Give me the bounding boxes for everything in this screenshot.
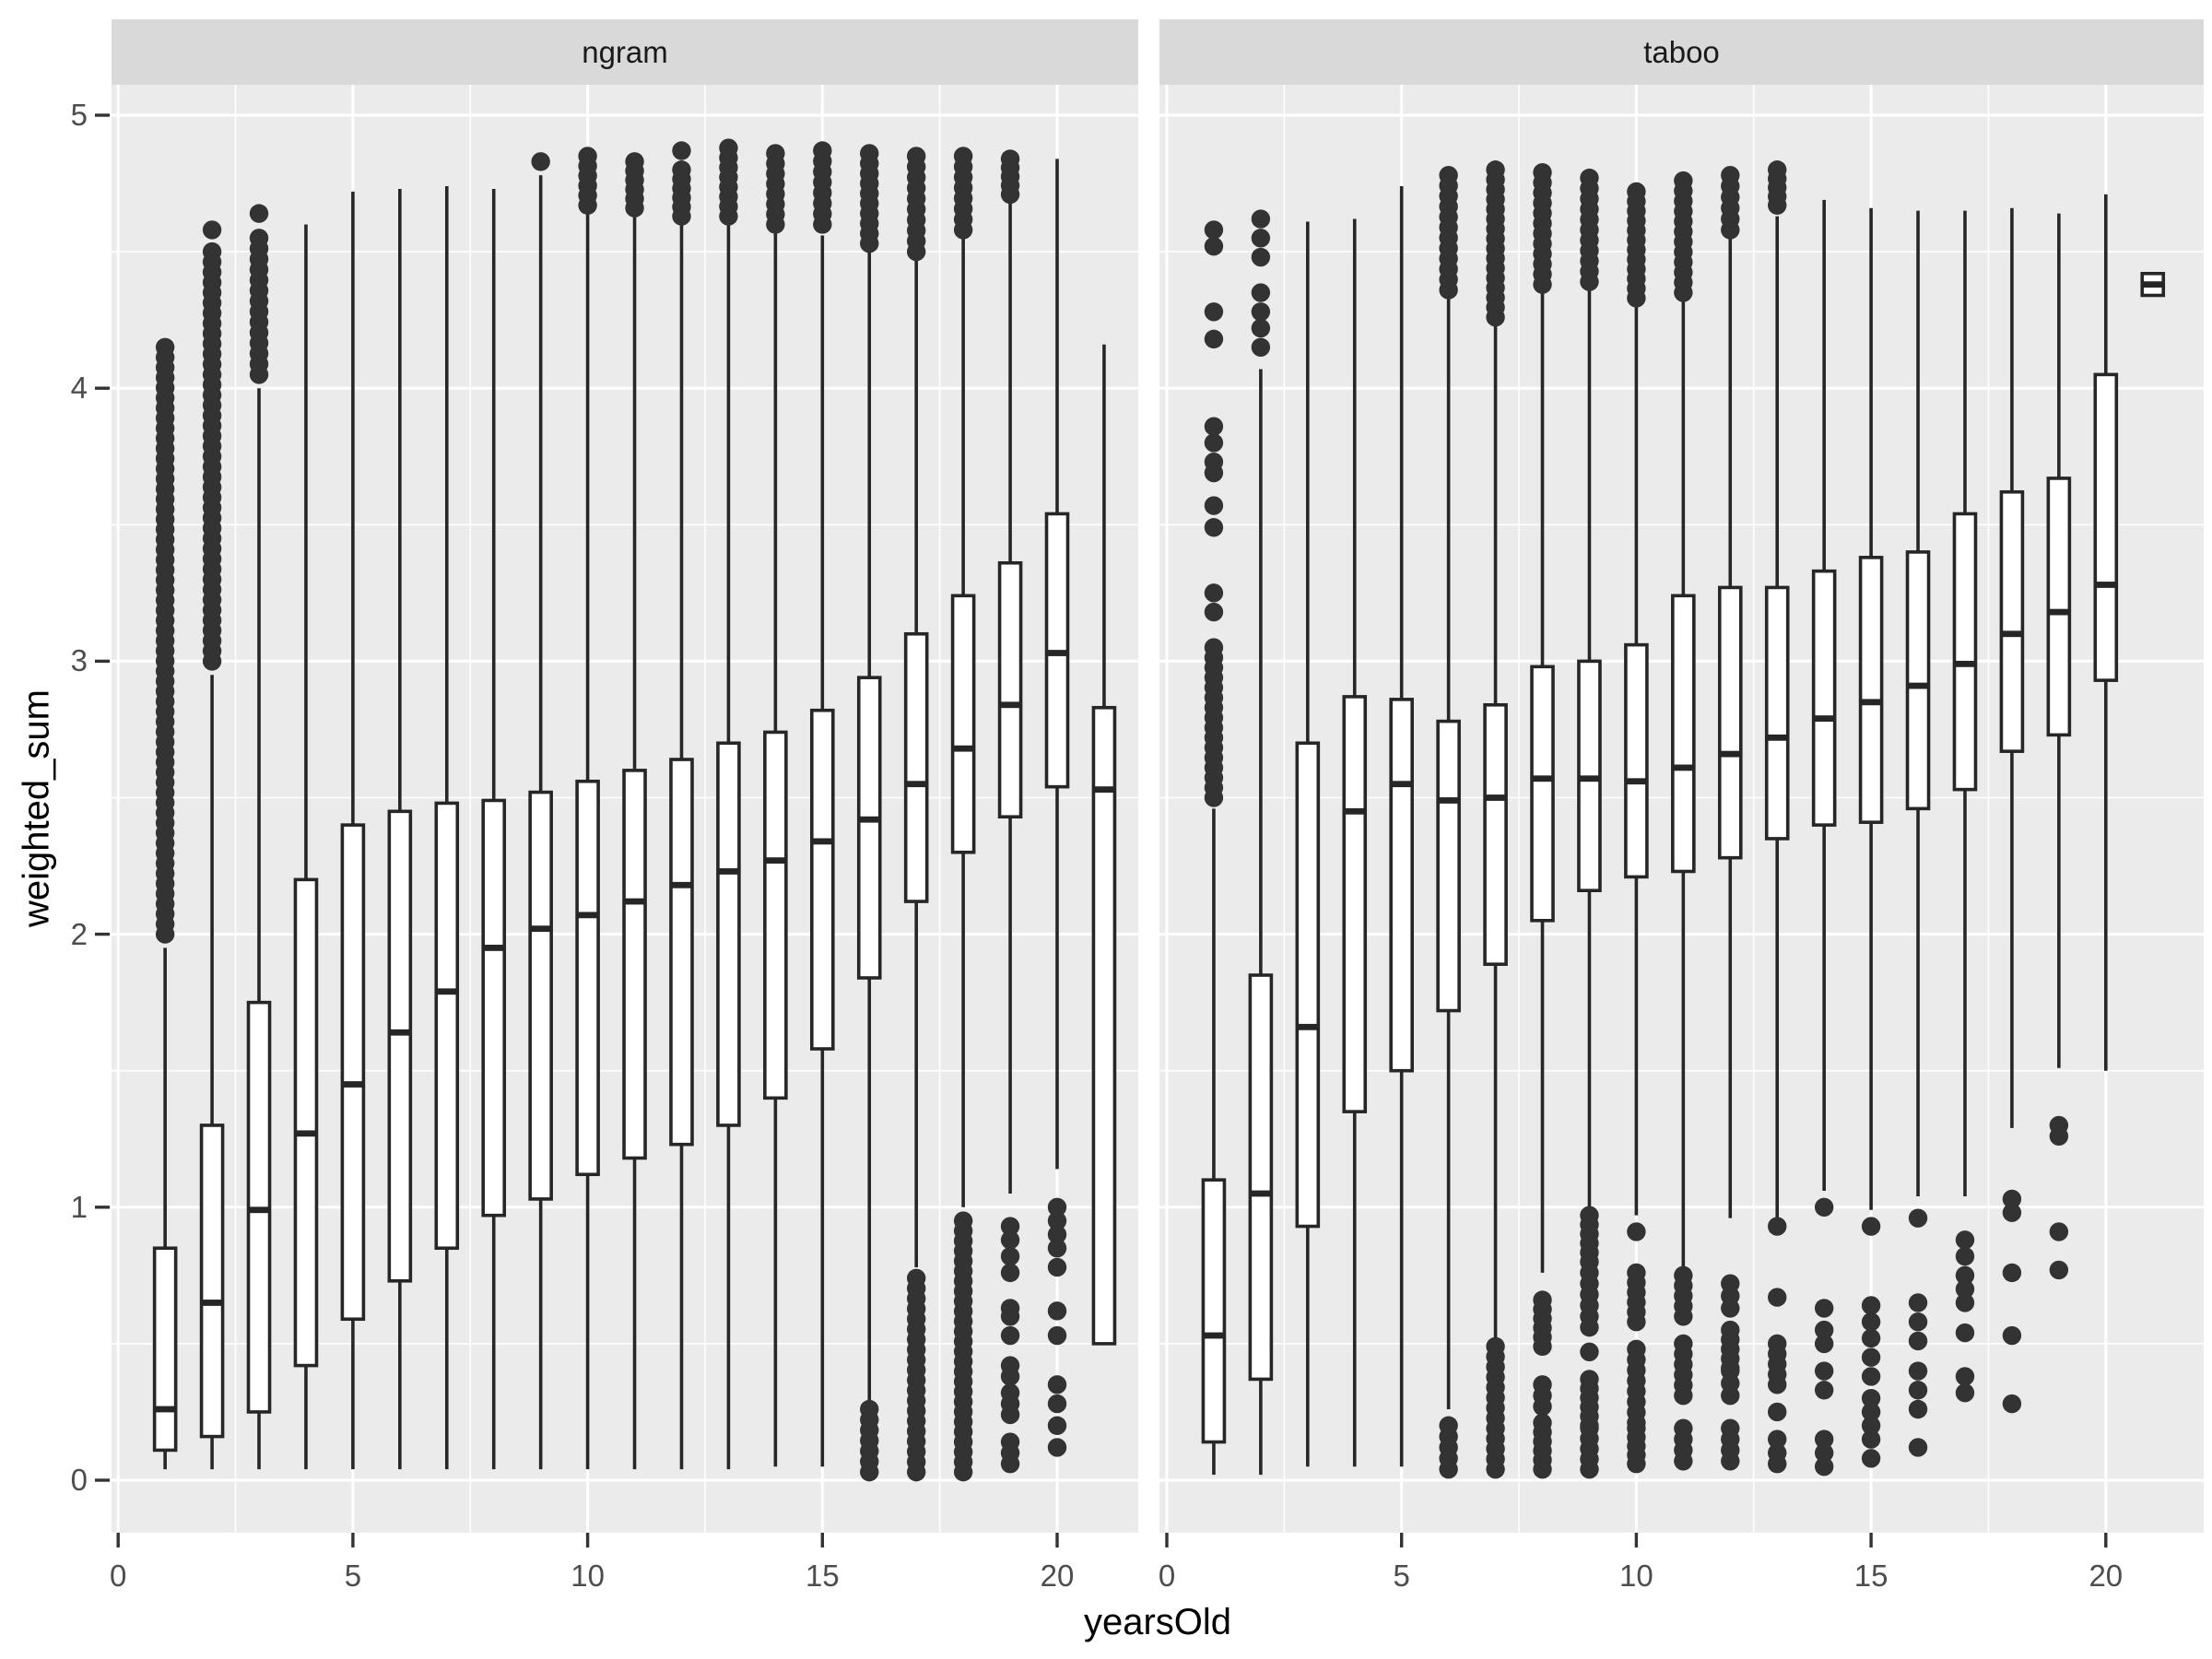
median-line <box>2095 582 2116 588</box>
boxplot <box>859 144 880 1481</box>
median-line <box>342 1081 363 1088</box>
outlier-dot <box>1533 1397 1551 1416</box>
median-line <box>1767 735 1788 741</box>
box-iqr <box>295 879 316 1365</box>
box-iqr <box>202 1125 223 1437</box>
boxplot <box>389 189 410 1469</box>
outlier-dot <box>1674 283 1692 301</box>
outlier-dot <box>1721 1452 1739 1470</box>
outlier-dot <box>2003 1326 2021 1345</box>
outlier-dot <box>203 220 221 239</box>
median-line <box>483 945 504 951</box>
outlier-dot <box>1580 1343 1598 1361</box>
median-line <box>1532 775 1553 782</box>
median-line <box>671 882 692 888</box>
outlier-dot <box>1956 1367 1974 1385</box>
median-line <box>1250 1191 1271 1197</box>
outlier-dot <box>1768 1288 1786 1306</box>
outlier-dot <box>672 141 690 159</box>
box-iqr <box>342 825 363 1319</box>
outlier-dot <box>1205 220 1223 239</box>
boxplot <box>1626 182 1647 1474</box>
median-line <box>812 838 833 844</box>
outlier-dot <box>2003 1394 2021 1413</box>
boxplot <box>2095 194 2116 1071</box>
facet-strip-label: taboo <box>1643 34 1720 69</box>
box-iqr <box>1391 700 1412 1071</box>
median-line <box>1954 661 1975 667</box>
outlier-dot <box>719 206 737 225</box>
outlier-dot <box>1001 1264 1019 1282</box>
outlier-dot <box>1048 1375 1066 1394</box>
median-line <box>249 1206 270 1213</box>
outlier-dot <box>672 206 690 225</box>
median-line <box>202 1300 223 1306</box>
outlier-dot <box>954 1463 972 1481</box>
y-tick-label: 1 <box>70 1189 88 1224</box>
outlier-dot <box>1439 1460 1457 1478</box>
median-line <box>1720 751 1741 758</box>
box-iqr <box>765 732 786 1098</box>
x-tick-label: 15 <box>805 1559 840 1593</box>
outlier-dot <box>1001 185 1019 204</box>
x-tick-label: 5 <box>344 1559 362 1593</box>
outlier-dot <box>1048 1438 1066 1456</box>
boxplot <box>1093 345 1114 1344</box>
plot-panel-ngram <box>112 85 1138 1533</box>
outlier-dot <box>766 215 784 233</box>
boxplot <box>812 141 833 1466</box>
x-tick-label: 0 <box>110 1559 127 1593</box>
box-iqr <box>483 800 504 1215</box>
box-iqr <box>1814 571 1835 825</box>
median-line <box>718 868 739 875</box>
outlier-dot <box>578 196 596 215</box>
outlier-dot <box>1627 1222 1645 1241</box>
outlier-dot <box>1627 1454 1645 1473</box>
outlier-dot <box>1580 1318 1598 1336</box>
outlier-dot <box>907 1463 925 1481</box>
boxplot <box>2142 274 2163 296</box>
boxplot <box>671 141 692 1469</box>
boxplot <box>483 189 504 1469</box>
box-iqr <box>1673 595 1694 871</box>
outlier-dot <box>1205 330 1223 348</box>
outlier-dot <box>1252 248 1270 266</box>
outlier-dot <box>1862 1348 1880 1367</box>
outlier-dot <box>1862 1449 1880 1467</box>
boxplot <box>1720 166 1741 1471</box>
median-line <box>1814 715 1835 722</box>
outlier-dot <box>1252 209 1270 228</box>
box-iqr <box>389 811 410 1280</box>
median-line <box>1485 794 1506 801</box>
x-tick-label: 15 <box>1853 1559 1888 1593</box>
outlier-dot <box>1956 1247 1974 1265</box>
box-iqr <box>1344 697 1365 1112</box>
median-line <box>436 988 457 994</box>
outlier-dot <box>1627 1312 1645 1331</box>
box-iqr <box>2001 492 2022 751</box>
outlier-dot <box>1048 1301 1066 1320</box>
outlier-dot <box>1909 1361 1927 1380</box>
outlier-dot <box>1048 1417 1066 1435</box>
x-tick-label: 10 <box>1619 1559 1653 1593</box>
median-line <box>1908 683 1929 689</box>
outlier-dot <box>1815 1361 1833 1380</box>
median-line <box>1673 765 1694 771</box>
boxplot <box>718 138 739 1469</box>
outlier-dot <box>1205 302 1223 321</box>
median-line <box>1203 1333 1224 1339</box>
box-iqr <box>624 771 645 1159</box>
outlier-dot <box>1001 1406 1019 1424</box>
x-tick-label: 0 <box>1158 1559 1176 1593</box>
outlier-dot <box>1674 1307 1692 1325</box>
outlier-dot <box>1252 319 1270 337</box>
outlier-dot <box>1001 1454 1019 1473</box>
box-iqr <box>1485 705 1506 964</box>
median-line <box>2048 609 2069 616</box>
outlier-dot <box>1909 1293 1927 1312</box>
box-iqr <box>1954 513 1975 789</box>
x-tick-label: 20 <box>1040 1559 1075 1593</box>
boxplot <box>342 192 363 1469</box>
box-iqr <box>953 595 974 852</box>
median-line <box>577 912 598 918</box>
boxplot <box>202 220 223 1469</box>
median-line <box>1047 650 1068 656</box>
outlier-dot <box>2003 1264 2021 1282</box>
box-iqr <box>1532 666 1553 920</box>
outlier-dot <box>1862 1430 1880 1448</box>
facet-strip-ngram <box>112 19 1138 85</box>
box-iqr <box>436 803 457 1248</box>
outlier-dot <box>1048 1394 1066 1413</box>
outlier-dot <box>203 652 221 670</box>
outlier-dot <box>1862 1296 1880 1314</box>
median-line <box>1093 786 1114 793</box>
median-line <box>765 857 786 864</box>
box-iqr <box>859 677 880 978</box>
outlier-dot <box>1909 1332 1927 1350</box>
outlier-dot <box>1205 518 1223 536</box>
outlier-dot <box>1768 1403 1786 1421</box>
boxplot <box>249 204 270 1469</box>
median-line <box>953 746 974 752</box>
outlier-dot <box>156 924 174 943</box>
outlier-dot <box>860 1463 878 1481</box>
median-line <box>1438 797 1459 804</box>
box-iqr <box>1438 722 1459 1011</box>
outlier-dot <box>250 365 268 383</box>
plot-panel-taboo <box>1159 85 2204 1533</box>
x-axis-title: yearsOld <box>1083 1602 1232 1642</box>
outlier-dot <box>1580 272 1598 290</box>
outlier-dot <box>1205 417 1223 435</box>
outlier-dot <box>1001 1247 1019 1265</box>
outlier-dot <box>1048 1258 1066 1277</box>
box-iqr <box>718 743 739 1125</box>
facet-strip-label: ngram <box>582 34 668 69</box>
box-iqr <box>1626 645 1647 877</box>
outlier-dot <box>1815 1457 1833 1476</box>
outlier-dot <box>1252 338 1270 357</box>
outlier-dot <box>1486 308 1504 326</box>
y-tick-label: 3 <box>70 643 88 678</box>
boxplot <box>2048 214 2069 1279</box>
box-iqr <box>671 759 692 1145</box>
box-iqr <box>1767 587 1788 839</box>
boxplot <box>1485 160 1506 1478</box>
outlier-dot <box>1909 1208 1927 1227</box>
outlier-dot <box>1768 1375 1786 1394</box>
box-iqr <box>1861 558 1882 822</box>
outlier-dot <box>625 199 643 218</box>
y-axis-title: weighted_sum <box>16 689 57 927</box>
outlier-dot <box>1862 1312 1880 1331</box>
boxplot <box>1673 171 1694 1471</box>
outlier-dot <box>1909 1400 1927 1418</box>
median-line <box>1297 1024 1318 1030</box>
outlier-dot <box>2003 1204 2021 1222</box>
outlier-dot <box>1862 1329 1880 1347</box>
outlier-dot <box>1909 1381 1927 1399</box>
outlier-dot <box>1674 1386 1692 1405</box>
outlier-dot <box>1205 496 1223 514</box>
box-iqr <box>2048 478 2069 735</box>
boxplot <box>295 224 316 1469</box>
median-line <box>1344 808 1365 815</box>
outlier-dot <box>1252 302 1270 321</box>
outlier-dot <box>1439 280 1457 299</box>
median-line <box>1391 781 1412 787</box>
boxplot <box>1297 222 1318 1467</box>
median-line <box>1579 775 1600 782</box>
x-tick-label: 20 <box>2088 1559 2124 1593</box>
boxplot <box>953 147 974 1481</box>
median-line <box>2001 630 2022 637</box>
facet-strip-taboo <box>1159 19 2204 85</box>
median-line <box>155 1406 176 1413</box>
outlier-dot <box>1001 1307 1019 1325</box>
x-tick-label: 5 <box>1393 1559 1410 1593</box>
outlier-dot <box>1205 788 1223 806</box>
outlier-dot <box>1721 1299 1739 1317</box>
boxplot <box>1908 211 1929 1457</box>
outlier-dot <box>1956 1324 1974 1342</box>
boxplot <box>1250 209 1271 1475</box>
boxplot <box>1532 163 1553 1478</box>
outlier-dot <box>1815 1299 1833 1317</box>
boxplot <box>530 152 551 1469</box>
outlier-dot <box>1533 275 1551 293</box>
median-line <box>530 925 551 932</box>
boxplot <box>1047 159 1068 1456</box>
boxplot <box>155 338 176 1470</box>
box-iqr <box>1908 552 1929 808</box>
box-iqr <box>530 793 551 1199</box>
boxplot <box>1579 169 1600 1478</box>
outlier-dot <box>954 220 972 239</box>
outlier-dot <box>1533 1460 1551 1478</box>
outlier-dot <box>1862 1367 1880 1385</box>
outlier-dot <box>1674 1452 1692 1470</box>
boxplot <box>1814 200 1835 1477</box>
outlier-dot <box>1205 603 1223 621</box>
box-iqr <box>812 711 833 1049</box>
boxplot <box>906 147 927 1481</box>
boxplot <box>1767 160 1788 1473</box>
outlier-dot <box>1815 1381 1833 1399</box>
outlier-dot <box>1001 1230 1019 1249</box>
boxplot <box>1203 220 1224 1475</box>
outlier-dot <box>1205 464 1223 482</box>
median-line <box>1000 701 1021 708</box>
median-line <box>389 1030 410 1036</box>
outlier-dot <box>1048 1239 1066 1257</box>
box-iqr <box>1000 563 1021 817</box>
x-tick-label: 10 <box>571 1559 605 1593</box>
median-line <box>1861 699 1882 705</box>
box-iqr <box>906 634 927 901</box>
outlier-dot <box>860 234 878 253</box>
y-tick-label: 0 <box>70 1463 88 1497</box>
outlier-dot <box>1627 288 1645 307</box>
outlier-dot <box>1721 220 1739 239</box>
outlier-dot <box>1768 196 1786 215</box>
y-tick-label: 2 <box>70 916 88 951</box>
box-iqr <box>577 782 598 1175</box>
outlier-dot <box>1956 1383 1974 1402</box>
outlier-dot <box>1252 229 1270 247</box>
outlier-dot <box>1815 1335 1833 1353</box>
outlier-dot <box>1768 1217 1786 1235</box>
median-line <box>1626 778 1647 784</box>
y-tick-label: 5 <box>70 98 88 132</box>
median-line <box>859 817 880 823</box>
median-line <box>295 1130 316 1136</box>
outlier-dot <box>2050 1222 2068 1241</box>
boxplot <box>765 144 786 1466</box>
box-iqr <box>1203 1180 1224 1441</box>
outlier-dot <box>1048 1326 1066 1345</box>
outlier-dot <box>1252 283 1270 301</box>
box-iqr <box>1250 975 1271 1379</box>
outlier-dot <box>1909 1438 1927 1456</box>
outlier-dot <box>2050 1261 2068 1279</box>
boxplot <box>436 186 457 1469</box>
facet-panel-canvas <box>1159 85 2204 1533</box>
outlier-dot <box>1001 1326 1019 1345</box>
outlier-dot <box>1862 1217 1880 1235</box>
boxplot <box>1000 149 1021 1473</box>
outlier-dot <box>1721 1386 1739 1405</box>
outlier-dot <box>2050 1127 2068 1146</box>
outlier-dot <box>1205 583 1223 602</box>
outlier-dot <box>250 204 268 222</box>
median-line <box>2142 281 2163 288</box>
boxplot <box>624 152 645 1469</box>
outlier-dot <box>1205 237 1223 255</box>
outlier-dot <box>1486 1460 1504 1478</box>
outlier-dot <box>1909 1312 1927 1331</box>
box-iqr <box>155 1248 176 1450</box>
outlier-dot <box>1533 1337 1551 1356</box>
outlier-dot <box>907 242 925 261</box>
facet-panel-canvas <box>112 85 1138 1533</box>
box-iqr <box>1093 708 1114 1344</box>
outlier-dot <box>1580 1460 1598 1478</box>
boxplot <box>1391 186 1412 1466</box>
outlier-dot <box>1956 1293 1974 1312</box>
outlier-dot <box>1001 1367 1019 1385</box>
boxplot <box>577 147 598 1469</box>
boxplot <box>1344 219 1365 1467</box>
box-iqr <box>1297 743 1318 1226</box>
outlier-dot <box>1815 1198 1833 1217</box>
outlier-dot <box>1205 433 1223 452</box>
outlier-dot <box>1956 1230 1974 1249</box>
outlier-dot <box>531 152 549 171</box>
y-tick-label: 4 <box>70 371 88 406</box>
outlier-dot <box>813 215 831 233</box>
outlier-dot <box>1768 1454 1786 1473</box>
box-iqr <box>2095 374 2116 680</box>
box-iqr <box>1720 587 1741 857</box>
boxplot <box>1438 166 1459 1478</box>
median-line <box>906 781 927 787</box>
median-line <box>624 899 645 905</box>
